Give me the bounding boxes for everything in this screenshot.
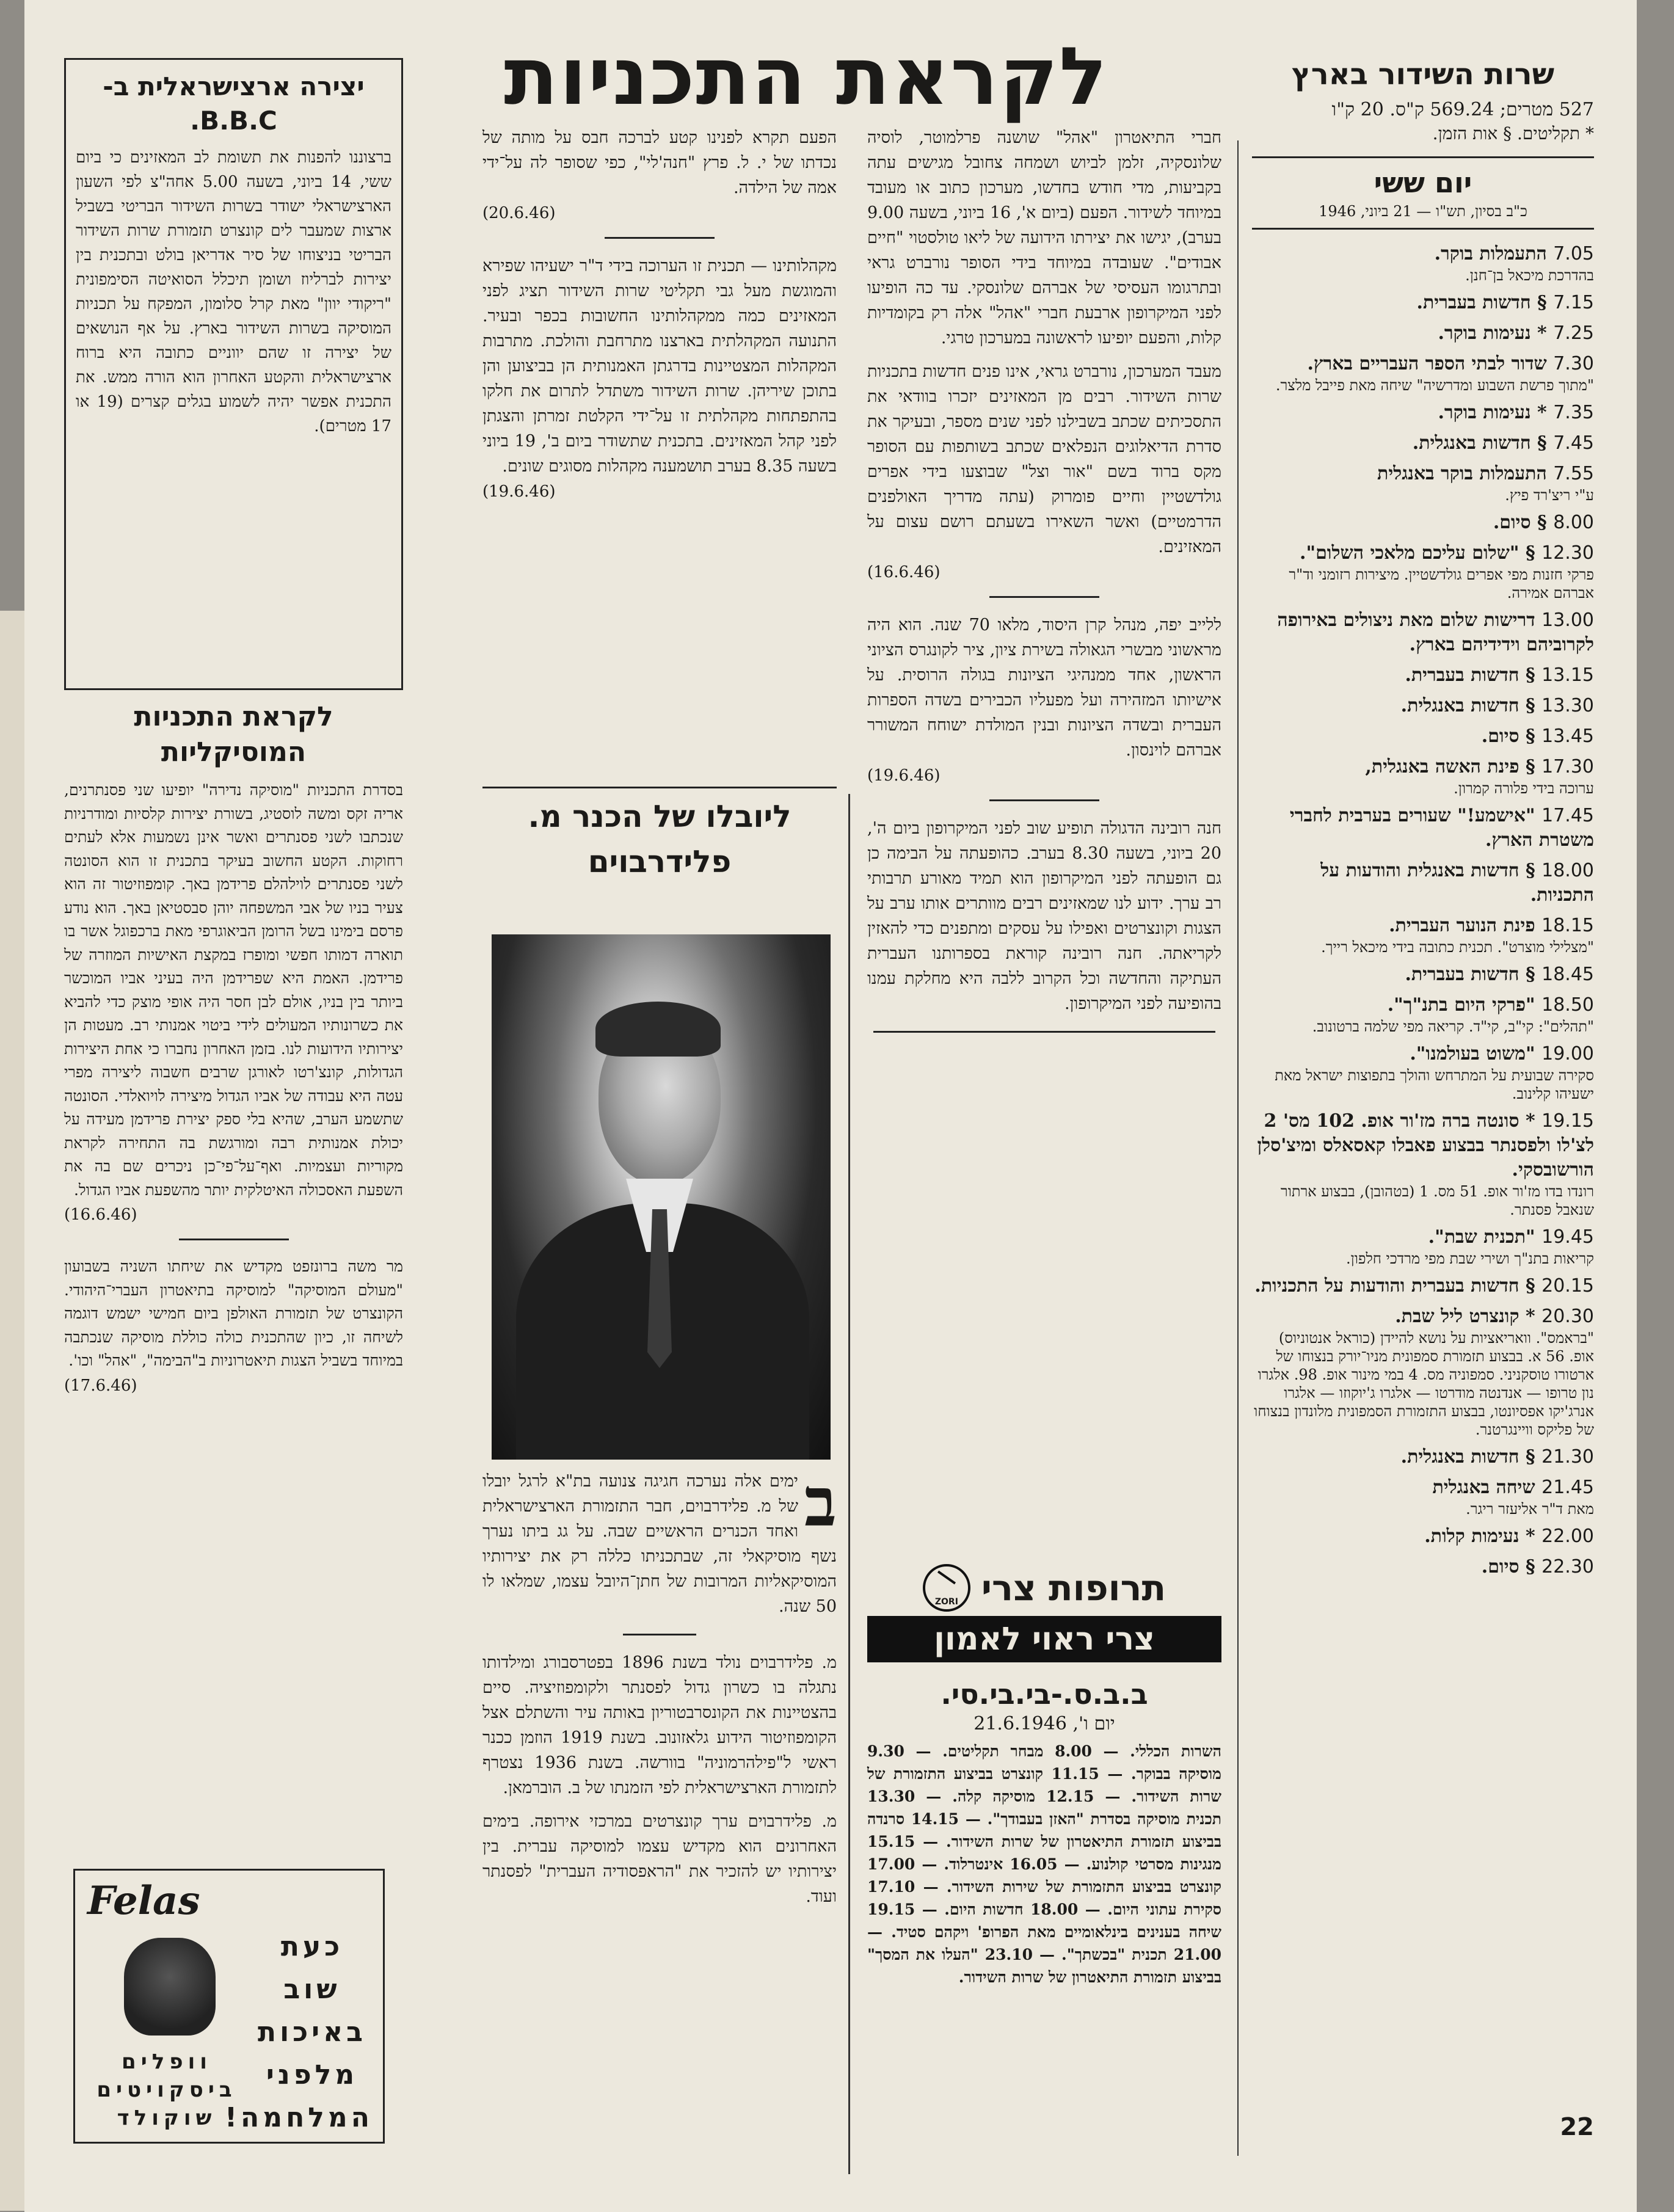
magazine-page xyxy=(24,0,1637,2212)
prelude-date: (20.6.46) xyxy=(482,204,556,222)
feldbaum-article-2: מ. פלידרבוים נולד בשנת 1896 בפטרסבורג ומילדותו נתגלה בו כשרון גדול לפסנתר ולקומפוזיציה. סיים בהצטיינות את הקונסרבטוריון באותה עיר והשתלם אצל הקומפוזיטור הידוע גלאזונוב. בשנת 1919 הוזמן ככנר ראשי ל"פילהרמוניה" בוורשה. בשנת 1936 נצטרף לתזמורת הארצישראלית לפי הזמנתו של ב. הוברמאן. xyxy=(482,1653,837,1797)
schedule-item xyxy=(1252,401,1594,425)
schedule-title: דרישות שלום מאת ניצולים באירופה לקרוביהם וידידיהם בארץ. xyxy=(1277,609,1594,655)
schedule-note: "בראמס". וואריאציות על נושא להיידן (כוראל אנטוניוס) אופ. 56 א. בבצוע תזמורת סמפונית מניו־יורק בנצוחו של ארטורו טוסקניני. סמפוניה מס. 4 במי מינור אופ. 98. אלגרו נון טרופו — אנדנטה מודרטו — אלגרו ג'יוקוזו — אלגרו אנרג'יקו אפסיונטו, בבצוע התזמורת הסמפונית מלונדון בנצוחו של פליקס וויינגרטנר. xyxy=(1254,1330,1594,1438)
schedule-title: * נעימות בוקר. xyxy=(1438,322,1547,344)
zori-logo-icon: ZORI xyxy=(923,1564,970,1612)
felas-logo: Felas xyxy=(87,1878,200,1924)
schedule-note: ערוכה בידי פלורה קמרון. xyxy=(1454,780,1594,797)
broadcast-title: שרות השידור בארץ xyxy=(1292,57,1554,92)
schedule-item xyxy=(1252,352,1594,395)
yaffe-article: ללייב יפה, מנהל קרן היסוד, מלאו 70 שנה. הוא היה מראשוני מבשרי הגאולה בשירת ציון, ציר לקונגרס הציוני הראשון, אחד ממנהיגי הציונות בגולה הרוסית. על אישיותו המזהירה ועל מפעליו הכבירים בשדה הספרות העברית ובשדה הציונות ובנין המולדת ישוחח המשורר אברהם לוינסון. xyxy=(867,616,1221,760)
schedule-title: § פינת האשה באנגלית, xyxy=(1365,756,1535,777)
schedule-title: "משוט בעולמנו". xyxy=(1410,1043,1535,1064)
choirs-date: (19.6.46) xyxy=(482,482,556,501)
music-article: בסדרת התכניות "מוסיקה נדירה" יופיעו שני פסנתרנים, אריה זקס ומשה לוסטיג, בשורת יצירות קלסיות ומודרניות שנכתבו לשני פסנתרים ואשר אינן נשמעות אלא לעתים רחוקות. הקטע החשוב בעיקר בתכנית זו הוא הסונטה לשני פסנתרים לוילהלם פרידמן באך. קומפוזיטור זה הוא צעיר בניו של אבי המשפחה יוהן סבסטיאן באך. הוא נודע פרסם בימינו בשל הרומן הביאוגרפי מאת ברכפוגל אשר בו תוארה דמותו חפשי ומופרז במקצת האישיות המוזרה של פרידמן. האמת היא שפרידמן היה בעיני אביו המוכשר ביותר בין בניו, אולם לבן חסר היה אופי מוצק כדי להביא את כשרונותיו המעולים לידי ביטוי אמנותי רב. מעטות הן יצירותיו הידועות לנו. בזמן האחרון נחברו כי אחת היצירות הגדולות, קונצ'רטו לאורגן שרבים חשבוה ליצירה מפרי עטה היא עבודה של אביו הגדול מיצירה לויואלדי. הסונטה שתשמע הערב, שהיא בלי ספק יצירת פרידמן מעידה על יכולת אמנותית רבה ומורגשת בה התחירה לקראת מקוריות ועצמיות. ואף־על־פי־כן ניכרים שם בה את השפעת האסכולה האיטלקית יותר מהשפעת אביו הגדול. xyxy=(64,781,403,1199)
feldbaum-photo xyxy=(492,934,831,1460)
schedule-title: "תכנית שבת". xyxy=(1428,1226,1535,1248)
schedule-time: 21.45 xyxy=(1541,1477,1594,1498)
schedule-time: 7.35 xyxy=(1553,402,1594,423)
schedule-item xyxy=(1252,962,1594,987)
schedule-time: 8.00 xyxy=(1553,512,1594,533)
schedule-time: 21.30 xyxy=(1541,1446,1594,1468)
schedule-note: פרקי חזנות מפי אפרים גולדשטיין. מיצירות רזומני וד"ר אברהם אמירה. xyxy=(1289,566,1594,602)
schedule-time: 18.50 xyxy=(1541,994,1594,1016)
schedule-item xyxy=(1252,694,1594,718)
schedule-title: שדור לבתי הספר העבריים בארץ. xyxy=(1307,353,1547,374)
felas-products: וופלים ביסקויטים שוקולד xyxy=(96,2050,237,2130)
schedule-time: 7.55 xyxy=(1553,463,1594,484)
schedule-note: "מצלילי מוצרט". תכנית כתובה בידי מיכאל רייך. xyxy=(1321,939,1594,956)
felas-ad xyxy=(73,1869,385,2144)
separator xyxy=(179,1239,289,1240)
separator xyxy=(873,1031,1215,1033)
schedule-title: "אישמע!" שעורים בערבית לחברי משטרת הארץ. xyxy=(1289,805,1594,851)
separator xyxy=(989,596,1099,598)
schedule-title: § חדשות בעברית והודעות על התכניות. xyxy=(1254,1275,1535,1297)
schedule-title: § חדשות באנגלית והודעות על התכניות. xyxy=(1320,860,1594,906)
schedule-item xyxy=(1252,663,1594,688)
schedule-note: "מתוך פרשת השבוע ומדרשיה" שיחה מאת פייבל מלצר. xyxy=(1275,377,1594,394)
schedule-item xyxy=(1252,321,1594,346)
schedule-time: 20.30 xyxy=(1541,1306,1594,1327)
ohel-article: חברי התיאטרון "אהל" שושנה פרלמוטר, לוסיה שלונסקיה, זלמן לביוש ושמחה צחובל מגישים עתה בקביעות, מדי חודש בחדשו, מערכון כתוב או מעובד במיוחד לשידור. הפעם (ביום א', 16 ביוני, בשעה 9.00 בערב), יגישו את יצירתו הידועה של ליאו טולסטוי "חיים אבודים". שעובדה במיוחד בידי הסופר נורברט גראי ובתרגומו העסיסי של אברהם שלונסקי. עד כה הופיעו לפני המיקרופון ארבעת חברי "אהל" אלה רק בקומדיות קלות, והפעם יופיעו לראשונה במערכון טרגי. xyxy=(867,128,1221,347)
bbc-section xyxy=(867,1676,1221,1988)
column-rule xyxy=(1237,140,1239,2156)
schedule-note: קריאות בתנ"ך ושירי שבת מפי מרדכי חלפון. xyxy=(1346,1250,1594,1267)
schedule-item xyxy=(1252,242,1594,285)
feldbaum-article: ב ימים אלה נערכה חגיגה צנועה בת"א לרגל יובלו של מ. פלידרבוים, חבר התזמורת הארצישראלית ואחד הכנרים הראשיים שבה. על גג ביתו נערך נשף מוסיקאלי זה, שבתכניתו כללה רק את יצירותיו המוסיקאליות המרובות של חתן־היובל עצמו, שמלאו לו 50 שנה. מ. פלידרבוים נולד בשנת 1896 בפטרסבורג ומילדותו נתגלה בו כשרון גדול לפסנתר ולקומפוזיציה. סיים בהצטיינות את הקונסרבטוריון באותה עיר והשתלם אצל הקומפוזיטור הידוע גלאזונוב. בשנת 1919 הוזמן ככנר ראשי ל"פילהרמוניה" בוורשה. בשנת 1936 נצטרף לתזמורת הארצישראלית לפי הזמנתו של ב. הוברמאן. מ. פלידרבוים ערך קונצרטים במרכזי אירופה. בימים האחרונים הוא מקדיש עצמו למוסיקה עברית. בין יצירותיו יש להזכיר את "הראפסודיה העברית" לפסנתר ועוד. xyxy=(482,1469,837,1909)
feldbaum-divider xyxy=(482,787,837,788)
schedule-time: 17.45 xyxy=(1541,805,1594,826)
schedule-time: 13.15 xyxy=(1541,664,1594,686)
ohel-article-2: מעבד המערכון, נורברט גראי, אינו פנים חדשות בתכניות שרות השידור. רבים מן המאזינים יזכרו בוודאי את התסכיתים שכתב בשבילנו לפני שנים מספר, ובעיקר את סדרת הדיאלוגים הנפלאים שכתב בשותפות עם הסופר מקס ברוד בשם "אור וצל" שבוצעו בידי אפרים גולדשטיין וחיים פומרוק (עתה מדריך האולפנים הדרמטיים) ואשר השאירו בשעתם רושם עצום על המאזינים. xyxy=(867,362,1221,556)
schedule-title: § חדשות בעברית. xyxy=(1405,964,1535,985)
schedule-item xyxy=(1252,859,1594,908)
schedule-item xyxy=(1252,914,1594,956)
schedule-title: התעמלות בוקר. xyxy=(1434,243,1547,264)
rubina-article: חנה רובינה הדגולה תופיע שוב לפני המיקרופון ביום ה', 20 ביוני, בשעה 8.30 בערב. כהופעתה על הבימה כן גם הופעתה לפני המיקרופון הוא תמיד מאורע תרבותי רב ערך. ידוע לנו שמאזינים רבים מוותרים אותו ערב על הצגות וקונצרטים ואפילו על עסקים ומתפנים כדי להאזין לקריאתה. חנה רובינה קוראת בספרותנו העברית העתיקה והחדשה וכל הקרוב ללבה היא מחלקת עמנו בהופיעה לפני המיקרופון. xyxy=(867,819,1221,1013)
schedule-item xyxy=(1252,755,1594,798)
schedule-time: 7.45 xyxy=(1553,432,1594,454)
schedule-time: 7.30 xyxy=(1553,353,1594,374)
feldbaum-title: ליובלו של הכנר מ. פלידרבוים xyxy=(528,799,792,879)
zori-brand: תרופות צרי xyxy=(981,1567,1166,1609)
music-section xyxy=(64,699,403,1405)
schedule-list xyxy=(1252,242,1594,1579)
schedule-time: 20.15 xyxy=(1541,1275,1594,1297)
schedule-note: ע"י ריצ'רד פיץ. xyxy=(1505,487,1594,504)
schedule-item xyxy=(1252,1042,1594,1103)
feldbaum-article-3: מ. פלידרבוים ערך קונצרטים במרכזי אירופה. בימים האחרונים הוא מקדיש עצמו למוסיקה עברית. בין יצירותיו יש להזכיר את "הראפסודיה העברית" לפסנתר ועוד. xyxy=(482,1812,837,1906)
separator xyxy=(989,799,1099,801)
schedule-title: § סיום. xyxy=(1493,512,1547,533)
schedule-title: § סיום. xyxy=(1481,726,1535,747)
schedule-note: רונדו בדו מז'ור אופ. 51 מס. 1 (בטהובן), בבצוע ארתור שנאבל פסנתר. xyxy=(1280,1183,1594,1218)
schedule-item xyxy=(1252,462,1594,504)
prelude-column xyxy=(482,125,837,511)
schedule-time: 22.30 xyxy=(1541,1556,1594,1577)
schedule-time: 22.00 xyxy=(1541,1526,1594,1547)
broadcast-legend: * תקליטים. § אות הזמן. xyxy=(1432,123,1594,144)
bbc-title: ב.ב.ס.-בי.בי.סי. xyxy=(941,1678,1148,1711)
broadcast-frequency: 527 מטרים; 569.24 ק"ס. 20 ק"ו xyxy=(1331,99,1594,120)
schedule-item xyxy=(1252,291,1594,315)
schedule-title: * סונטה ברה מז'ור אופ. 102 מס' 2 לצ'לו ולפסנתר בבצוע פאבלו קאסאלס ומיצ'סלן הורשובסקי. xyxy=(1257,1110,1594,1181)
portrait-hair xyxy=(595,1002,721,1057)
divider xyxy=(1252,228,1594,230)
schedule-time: 18.15 xyxy=(1541,915,1594,936)
schedule-time: 13.30 xyxy=(1541,695,1594,716)
schedule-title: § חדשות באנגלית. xyxy=(1412,432,1547,454)
schedule-item xyxy=(1252,1475,1594,1518)
schedule-item xyxy=(1252,724,1594,749)
bbc-box-text: ברצוננו להפנות את תשומת לב המאזינים כי ביום ששי, 14 ביוני, בשעה 5.00 אחה"צ לפי השעון הארצישראלי ישודר בשרות השידור הבריטי בשביל ארצות שמעבר לים קונצרט תזמורת שרות השידור הבריטי בניצוחו של סיר אדריאן בולט ובתכנית בין יצירות לברליוז ושומן תיכלל הסואיטה הסימפונית "ריקודי יוון" מאת קרל סלומון, המפקח על תכניות המוסיקה בשרות השידור בארץ. על אף הנושאים של יצירה זו שהם יווניים כתובה היא ברוח ארצישראלית והקטע האחרון הוא הורה ממש. את התכנית אפשר יהיה לשמוע בגלים קצרים (19 או 17 מטרים). xyxy=(76,148,391,435)
schedule-item xyxy=(1252,1109,1594,1219)
music-title: לקראת התכניות המוסיקליות xyxy=(134,701,333,768)
bbc-date: יום ו', 21.6.1946 xyxy=(973,1713,1115,1734)
schedule-column xyxy=(1252,55,1594,1585)
music-date-2: (17.6.46) xyxy=(64,1376,137,1395)
bbc-box-title: יצירה ארצישראלית ב-B.B.C. xyxy=(103,71,365,136)
schedule-title: § סיום. xyxy=(1481,1556,1535,1577)
schedule-item xyxy=(1252,993,1594,1036)
schedule-time: 13.00 xyxy=(1541,609,1594,631)
schedule-time: 19.45 xyxy=(1541,1226,1594,1248)
separator xyxy=(605,237,715,239)
music-date: (16.6.46) xyxy=(64,1206,137,1224)
schedule-title: פינת הנוער העברית. xyxy=(1389,915,1535,936)
schedule-title: שיחה באנגלית xyxy=(1432,1477,1535,1498)
music-article-2: מר משה ברונזפט מקדיש את שיחתו השניה בשבועון "מעולם המוסיקה" למוסיקה בתיאטרון העברי־היהודי. הקונצרט של תזמורת האולפן ביום חמישי ישמש דוגמה לשיחה זו, כיון שהתכנית כולה כוללת מוסיקה שנכתבה במיוחד בשביל הצגות תיאטרוניות ב"הבימה", "אהל" וכו'. xyxy=(64,1257,403,1369)
schedule-time: 7.05 xyxy=(1553,243,1594,264)
schedule-item xyxy=(1252,1445,1594,1469)
zori-slogan: צרי ראוי לאמון xyxy=(867,1616,1221,1662)
page-headline: לקראת התכניות xyxy=(504,30,1108,123)
schedule-time: 7.15 xyxy=(1553,292,1594,313)
divider xyxy=(1252,156,1594,158)
schedule-item xyxy=(1252,608,1594,657)
schedule-item xyxy=(1252,431,1594,456)
schedule-title: * נעימות בוקר. xyxy=(1438,402,1547,423)
schedule-time: 12.30 xyxy=(1541,542,1594,564)
day-date: כ"ב בסיון, תש"ו — 21 ביוני, 1946 xyxy=(1319,203,1527,220)
schedule-time: 17.30 xyxy=(1541,756,1594,777)
schedule-title: * קונצרט ליל שבת. xyxy=(1395,1306,1535,1327)
schedule-note: סקירה שבועית על המתרחש והולך בתפוצות ישראל מאת ישעיהו קלינוב. xyxy=(1275,1067,1594,1102)
bbc-schedule: השרות הכללי. — 8.00 מבחר תקליטים. — 9.30 מוסיקה בבוקר. — 11.15 קונצרט בביצוע התזמורת של שרות השידור. — 12.15 מוסיקה קלה. — 13.30 תכנית מוסיקה בסדרת "האזן בעבודך". — 14.15 סרנדה בביצוע תזמורת התיאטרון של שרות השידור. — 15.15 מנגינות מסרטי קולנוע. — 16.05 אינטרלוד. — 17.00 קונצרט בביצוע התזמורת של שירות השידור. — 17.10 סקירת עתוני היום. — 18.00 חדשות היום. — 19.15 שיחה בענינים בינלאומיים מאת הפרופ' ויקהם סטיד. — 21.00 תכנית "בכשתך". — 23.10 "העלו את המסך" בביצוע תזמורת התיאטרון של שרות השידור. xyxy=(867,1742,1221,1986)
schedule-time: 13.45 xyxy=(1541,726,1594,747)
adjacent-page-edge xyxy=(0,611,24,2211)
separator xyxy=(623,1634,696,1635)
schedule-item xyxy=(1252,1274,1594,1298)
schedule-note: "תהלים": קי"ב, קי"ד. קריאה מפי שלמה ברטונוב. xyxy=(1312,1018,1594,1035)
schedule-item xyxy=(1252,1524,1594,1549)
schedule-title: § חדשות באנגלית. xyxy=(1400,695,1535,716)
schedule-item xyxy=(1252,1555,1594,1579)
day-title: יום ששי xyxy=(1374,166,1472,199)
ohel-date: (16.6.46) xyxy=(867,563,941,581)
schedule-item xyxy=(1252,541,1594,602)
column-rule xyxy=(848,794,850,2174)
ohel-column xyxy=(867,125,1221,1047)
schedule-item xyxy=(1252,1304,1594,1439)
schedule-title: § חדשות בעברית. xyxy=(1416,292,1547,313)
prelude-article: הפעם תקרא לפנינו קטע לברכה חבס על מותה של נכדתו של י. ל. פרץ "חנה'לי", כפי שסופר לה על־ידי אמה של הילדה. xyxy=(482,128,837,197)
schedule-title: * נעימות קלות. xyxy=(1424,1526,1535,1547)
schedule-item xyxy=(1252,511,1594,535)
schedule-time: 19.00 xyxy=(1541,1043,1594,1064)
schedule-note: מאת ד"ר אליעזר ריגר. xyxy=(1466,1501,1594,1518)
schedule-title: § חדשות באנגלית. xyxy=(1400,1446,1535,1468)
zori-ad xyxy=(867,1563,1221,1667)
page-number: 22 xyxy=(1560,2113,1594,2141)
schedule-time: 7.25 xyxy=(1553,322,1594,344)
schedule-time: 18.00 xyxy=(1541,860,1594,881)
schedule-note: בהדרכת מיכאל בן־חנן. xyxy=(1465,267,1594,284)
choirs-article: מקהלותינו — תכנית זו הערוכה בידי ד"ר ישעיהו שפירא והמוגשת מעל גבי תקליטי שרות השידור תציג לפני המאזינים כמה ממקהלותינו החשובות בכפר ובעיר. התנועה המקהלתית בארצנו מתרחבת והולכת. מתרבות המקהלות המצטיינות בדרגתן האמנותית הן בביצוען והן בתוכן שיריהן. שרות השידור משתדל לתרום את חלקו בהתפתחות מקהלתית זו על־ידי הקלטת זמרתן והצגתן לפני קהל המאזינים. בתכנית שתשודר ביום ב', 19 ביוני בשעה 8.35 בערב תושמענה מקהלות מסוגים שונים. xyxy=(482,256,837,476)
schedule-title: התעמלות בוקר באנגלית xyxy=(1377,463,1547,484)
felas-text: כעת שוב באיכות מלפני המלחמה! xyxy=(224,1931,373,2133)
schedule-title: § חדשות בעברית. xyxy=(1405,664,1535,686)
yaffe-date: (19.6.46) xyxy=(867,766,941,785)
feldbaum-dropcap: ב xyxy=(804,1463,837,1541)
schedule-title: § "שלום עליכם מלאכי השלום". xyxy=(1300,542,1535,564)
felas-mascot-icon xyxy=(124,1938,216,2036)
schedule-title: "פרקי היום בתנ"ך". xyxy=(1387,994,1535,1016)
schedule-time: 18.45 xyxy=(1541,964,1594,985)
schedule-time: 19.15 xyxy=(1541,1110,1594,1132)
schedule-item xyxy=(1252,804,1594,853)
schedule-item xyxy=(1252,1225,1594,1268)
bbc-box xyxy=(64,58,403,690)
